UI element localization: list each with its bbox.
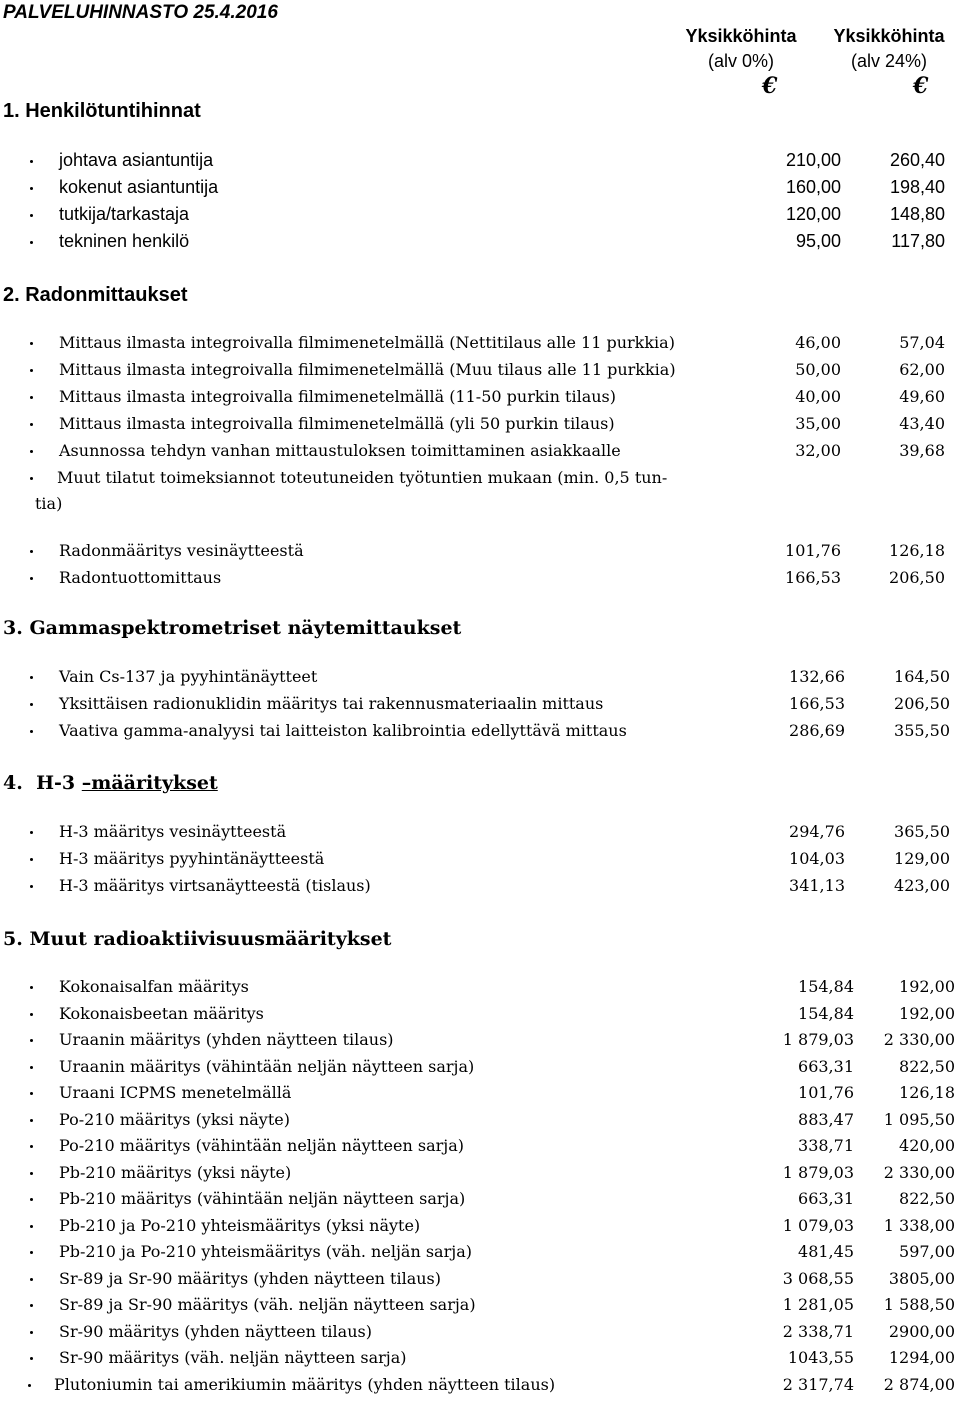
bullet-icon bbox=[30, 977, 33, 996]
price-alv24: 822,50 bbox=[899, 1056, 955, 1076]
document-title: PALVELUHINNASTO 25.4.2016 bbox=[3, 2, 278, 23]
row-label: H-3 määritys pyyhintänäytteestä bbox=[59, 849, 325, 868]
price-alv0: 1 281,05 bbox=[782, 1295, 854, 1314]
price-alv24: 355,50 bbox=[894, 721, 950, 740]
bullet-icon bbox=[30, 360, 33, 379]
bullet-icon bbox=[30, 822, 33, 841]
table-row bbox=[0, 150, 960, 177]
section-heading-muut-radioaktiivisuusmaaritykset: 5. Muut radioaktiivisuusmääritykset bbox=[3, 928, 392, 950]
table-row bbox=[0, 721, 960, 748]
section-heading-henkilotuntihinnat: 1. Henkilötuntihinnat bbox=[3, 100, 201, 122]
price-alv0: 40,00 bbox=[795, 387, 841, 406]
price-alv24: 1294,00 bbox=[888, 1348, 955, 1367]
price-alv24: 597,00 bbox=[899, 1242, 955, 1261]
price-alv24: 2900,00 bbox=[888, 1321, 955, 1341]
bullet-icon bbox=[30, 441, 33, 460]
table-row bbox=[0, 441, 960, 468]
bullet-icon bbox=[30, 387, 33, 406]
price-alv0: 2 338,71 bbox=[782, 1321, 854, 1341]
price-alv24: 206,50 bbox=[894, 694, 950, 713]
column-header-alv0-line1: Yksikköhinta bbox=[685, 26, 797, 46]
row-label: Mittaus ilmasta integroivalla filmimenetelmällä (11-50 purkin tilaus) bbox=[59, 387, 616, 406]
row-label: Sr-89 ja Sr-90 määritys (yhden näytteen tilaus) bbox=[59, 1268, 442, 1288]
bullet-icon bbox=[30, 694, 33, 713]
table-row bbox=[0, 231, 960, 258]
row-label: Vaativa gamma-analyysi tai laitteiston kalibrointia edellyttävä mittaus bbox=[59, 721, 627, 740]
row-label: Sr-90 määritys (väh. neljän näytteen sarja) bbox=[59, 1348, 407, 1367]
row-label: Kokonaisbeetan määritys bbox=[59, 1003, 264, 1023]
table-row bbox=[0, 177, 960, 204]
row-label: Uraani ICPMS menetelmällä bbox=[59, 1083, 292, 1102]
row-label: kokenut asiantuntija bbox=[59, 177, 219, 197]
section-heading-h3-maaritykset bbox=[3, 772, 218, 794]
bullet-icon bbox=[30, 876, 33, 895]
price-alv0: 101,76 bbox=[785, 541, 841, 560]
price-alv24: 2 330,00 bbox=[883, 1162, 955, 1182]
price-alv0: 1 879,03 bbox=[782, 1162, 854, 1182]
bullet-icon bbox=[30, 1242, 33, 1261]
row-label: Po-210 määritys (yksi näyte) bbox=[59, 1109, 290, 1129]
bullet-icon bbox=[28, 1375, 31, 1394]
row-label: tekninen henkilö bbox=[59, 231, 190, 251]
table-row bbox=[0, 1375, 960, 1401]
section-title-part-a: H-3 bbox=[36, 772, 82, 794]
price-alv24: 49,60 bbox=[899, 387, 945, 406]
price-alv24: 365,50 bbox=[894, 822, 950, 841]
price-alv24: 1 338,00 bbox=[883, 1215, 955, 1235]
column-header-alv0-line2: (alv 0%) bbox=[707, 51, 774, 71]
table-row bbox=[0, 1004, 960, 1030]
price-alv24: 1 095,50 bbox=[883, 1109, 955, 1129]
bullet-icon bbox=[30, 333, 33, 352]
row-label: Kokonaisalfan määritys bbox=[59, 977, 249, 996]
price-alv24: 206,50 bbox=[889, 568, 945, 587]
price-alv0: 294,76 bbox=[789, 822, 845, 841]
table-row bbox=[0, 1269, 960, 1295]
bullet-icon bbox=[30, 1163, 33, 1182]
bullet-icon bbox=[30, 468, 33, 487]
row-label: H-3 määritys virtsanäytteestä (tislaus) bbox=[59, 876, 371, 895]
price-alv24: 43,40 bbox=[899, 414, 945, 433]
price-alv24: 822,50 bbox=[899, 1189, 955, 1208]
bullet-icon bbox=[30, 541, 33, 560]
table-row bbox=[0, 822, 960, 849]
table-row bbox=[0, 204, 960, 231]
currency-symbol-alv0: € bbox=[762, 73, 778, 99]
table-row bbox=[0, 849, 960, 876]
row-label: H-3 määritys vesinäytteestä bbox=[59, 822, 287, 841]
bullet-icon bbox=[30, 849, 33, 868]
table-row bbox=[0, 1057, 960, 1083]
price-alv24: 1 588,50 bbox=[883, 1295, 955, 1314]
price-alv24: 62,00 bbox=[899, 360, 945, 379]
table-row bbox=[0, 387, 960, 414]
row-label: Mittaus ilmasta integroivalla filmimenetelmällä (Nettitilaus alle 11 purkkia) bbox=[59, 333, 675, 352]
price-alv0: 104,03 bbox=[789, 849, 845, 868]
row-label: Plutoniumin tai amerikiumin määritys (yhden näytteen tilaus) bbox=[54, 1374, 556, 1394]
table-row bbox=[0, 977, 960, 1003]
bullet-icon bbox=[30, 1136, 33, 1155]
table-row bbox=[0, 1189, 960, 1215]
bullet-icon bbox=[30, 1030, 33, 1049]
bullet-icon bbox=[30, 150, 33, 171]
row-label: Mittaus ilmasta integroivalla filmimenetelmällä (yli 50 purkin tilaus) bbox=[59, 414, 615, 433]
bullet-icon bbox=[30, 721, 33, 740]
price-alv24: 3805,00 bbox=[888, 1268, 955, 1288]
row-label: Pb-210 ja Po-210 yhteismääritys (väh. neljän sarja) bbox=[59, 1242, 472, 1261]
price-alv0: 3 068,55 bbox=[782, 1268, 854, 1288]
table-row bbox=[0, 694, 960, 721]
column-header-alv24 bbox=[818, 24, 960, 74]
price-alv0: 46,00 bbox=[795, 333, 841, 352]
table-row bbox=[0, 1295, 960, 1321]
price-alv0: 1 879,03 bbox=[782, 1030, 854, 1049]
row-label: Po-210 määritys (vähintään neljän näytteen sarja) bbox=[59, 1136, 464, 1155]
table-row bbox=[0, 667, 960, 694]
price-alv0: 101,76 bbox=[798, 1083, 854, 1102]
price-alv0: 663,31 bbox=[798, 1056, 854, 1076]
price-alv24: 192,00 bbox=[899, 977, 955, 996]
bullet-icon bbox=[30, 1057, 33, 1076]
table-row bbox=[0, 1348, 960, 1374]
price-alv24: 420,00 bbox=[899, 1136, 955, 1155]
row-label: Uraanin määritys (vähintään neljän näytteen sarja) bbox=[59, 1056, 475, 1076]
price-alv0: 338,71 bbox=[798, 1136, 854, 1155]
row-label: tutkija/tarkastaja bbox=[59, 204, 190, 224]
table-row bbox=[0, 876, 960, 903]
row-label: Radontuottomittaus bbox=[59, 568, 222, 587]
table-row bbox=[0, 468, 960, 522]
table-row bbox=[0, 333, 960, 360]
row-label: Yksittäisen radionuklidin määritys tai rakennusmateriaalin mittaus bbox=[59, 694, 604, 713]
table-row bbox=[0, 1322, 960, 1348]
table-row bbox=[0, 568, 960, 595]
row-label: Pb-210 ja Po-210 yhteismääritys (yksi näyte) bbox=[59, 1215, 421, 1235]
price-alv0: 1 079,03 bbox=[782, 1215, 854, 1235]
table-row bbox=[0, 414, 960, 441]
section-number: 4. bbox=[3, 772, 23, 794]
bullet-icon bbox=[30, 231, 33, 252]
bullet-icon bbox=[30, 1322, 33, 1341]
price-alv0: 32,00 bbox=[795, 441, 841, 460]
price-alv24: 126,18 bbox=[899, 1083, 955, 1102]
bullet-icon bbox=[30, 1110, 33, 1129]
price-alv0: 154,84 bbox=[798, 1003, 854, 1023]
bullet-icon bbox=[30, 1216, 33, 1235]
price-alv0: 663,31 bbox=[798, 1189, 854, 1208]
bullet-icon bbox=[30, 568, 33, 587]
price-alv24: 192,00 bbox=[899, 1003, 955, 1023]
price-alv24: 126,18 bbox=[889, 541, 945, 560]
row-label: Asunnossa tehdyn vanhan mittaustuloksen toimittaminen asiakkaalle bbox=[59, 441, 621, 460]
price-alv24: 117,80 bbox=[891, 231, 945, 251]
table-row bbox=[0, 1110, 960, 1136]
table-row bbox=[0, 1163, 960, 1189]
price-alv0: 50,00 bbox=[795, 360, 841, 379]
price-alv24: 39,68 bbox=[899, 441, 945, 460]
table-row bbox=[0, 1030, 960, 1056]
section-title-part-b: –määritykset bbox=[81, 772, 218, 794]
price-alv0: 95,00 bbox=[795, 231, 841, 251]
bullet-icon bbox=[30, 1083, 33, 1102]
price-alv0: 481,45 bbox=[798, 1242, 854, 1261]
bullet-icon bbox=[30, 414, 33, 433]
row-label: Pb-210 määritys (yksi näyte) bbox=[59, 1162, 292, 1182]
row-label: Pb-210 määritys (vähintään neljän näytteen sarja) bbox=[59, 1189, 466, 1208]
column-header-alv24-line2: (alv 24%) bbox=[850, 51, 928, 71]
price-alv24: 2 874,00 bbox=[883, 1374, 955, 1394]
table-row bbox=[0, 541, 960, 568]
price-alv24: 148,80 bbox=[889, 204, 945, 224]
table-row bbox=[0, 1216, 960, 1242]
price-alv0: 120,00 bbox=[785, 204, 841, 224]
column-header-alv24-line1: Yksikköhinta bbox=[833, 26, 945, 46]
bullet-icon bbox=[30, 1004, 33, 1023]
price-alv24: 423,00 bbox=[894, 876, 950, 895]
table-row bbox=[0, 1242, 960, 1268]
row-label-continued: tia) bbox=[35, 494, 63, 513]
price-alv24: 198,40 bbox=[889, 177, 945, 197]
row-label: johtava asiantuntija bbox=[59, 150, 214, 170]
bullet-icon bbox=[30, 177, 33, 198]
row-label: Mittaus ilmasta integroivalla filmimenetelmällä (Muu tilaus alle 11 purkkia) bbox=[59, 360, 676, 379]
price-alv0: 160,00 bbox=[785, 177, 841, 197]
row-label: Uraanin määritys (yhden näytteen tilaus) bbox=[59, 1030, 394, 1049]
section-heading-radonmittaukset: 2. Radonmittaukset bbox=[3, 284, 188, 306]
bullet-icon bbox=[30, 667, 33, 686]
table-row bbox=[0, 360, 960, 387]
price-alv24: 260,40 bbox=[889, 150, 945, 170]
section-heading-gammaspektrometriset: 3. Gammaspektrometriset näytemittaukset bbox=[3, 617, 462, 639]
price-alv0: 1043,55 bbox=[787, 1348, 854, 1367]
price-alv0: 883,47 bbox=[798, 1109, 854, 1129]
price-alv0: 35,00 bbox=[795, 414, 841, 433]
table-row bbox=[0, 1136, 960, 1162]
bullet-icon bbox=[30, 1189, 33, 1208]
column-header-alv0 bbox=[666, 24, 816, 74]
price-alv0: 286,69 bbox=[789, 721, 845, 740]
price-alv0: 2 317,74 bbox=[782, 1374, 854, 1394]
bullet-icon bbox=[30, 1269, 33, 1288]
price-alv24: 57,04 bbox=[899, 333, 945, 352]
price-alv0: 132,66 bbox=[789, 667, 845, 686]
table-row bbox=[0, 1083, 960, 1109]
row-label: Radonmääritys vesinäytteestä bbox=[59, 541, 304, 560]
row-label: Sr-89 ja Sr-90 määritys (väh. neljän näytteen sarja) bbox=[59, 1295, 476, 1314]
bullet-icon bbox=[30, 1348, 33, 1367]
row-label: Sr-90 määritys (yhden näytteen tilaus) bbox=[59, 1321, 372, 1341]
price-alv0: 154,84 bbox=[798, 977, 854, 996]
price-alv24: 129,00 bbox=[894, 849, 950, 868]
price-alv24: 164,50 bbox=[894, 667, 950, 686]
currency-symbol-alv24: € bbox=[913, 73, 929, 99]
price-alv0: 210,00 bbox=[785, 150, 841, 170]
bullet-icon bbox=[30, 1295, 33, 1314]
row-label: Muut tilatut toimeksiannot toteutuneiden työtuntien mukaan (min. 0,5 tun- bbox=[57, 468, 668, 487]
price-alv0: 166,53 bbox=[789, 694, 845, 713]
bullet-icon bbox=[30, 204, 33, 225]
price-alv0: 341,13 bbox=[789, 876, 845, 895]
price-alv24: 2 330,00 bbox=[883, 1030, 955, 1049]
row-label: Vain Cs-137 ja pyyhintänäytteet bbox=[59, 667, 318, 686]
price-alv0: 166,53 bbox=[785, 568, 841, 587]
